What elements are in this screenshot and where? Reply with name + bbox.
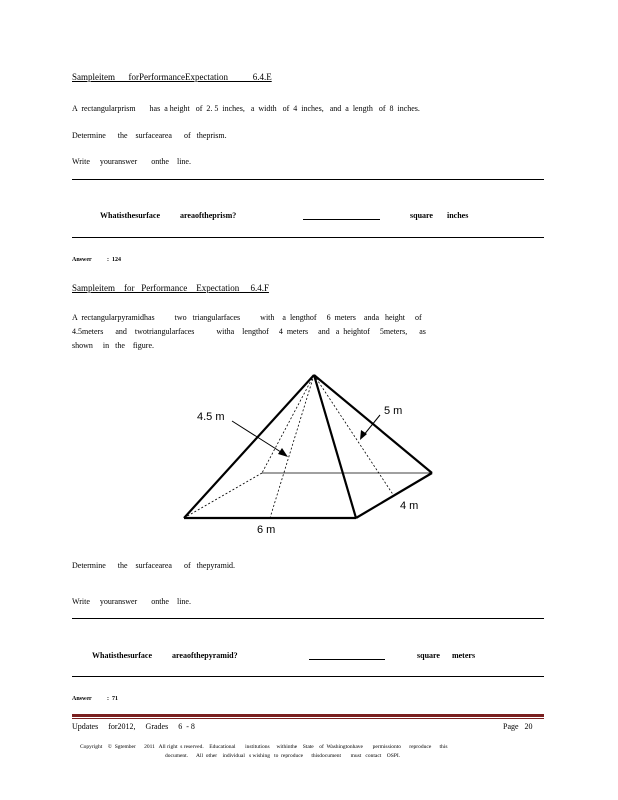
item1-determine-text: Determine the surfacearea of theprism.: [72, 131, 227, 140]
slant-height-right: [314, 375, 394, 496]
lateral-edge-front: [314, 375, 356, 518]
divider: [72, 179, 544, 180]
lateral-edge-right: [314, 375, 432, 473]
item1-answer-value: : 124: [107, 257, 121, 263]
item2-problem-line2: 4.5meters and twotriangularfaces witha lengthof 4 meters and a heightof 5meters, as: [72, 327, 426, 336]
divider: [72, 237, 544, 238]
arrowhead-5m: [360, 430, 367, 440]
divider: [72, 618, 544, 619]
footer-rule-thick: [72, 714, 544, 717]
item2-answer-label: Answer: [72, 696, 92, 702]
item1-question: Whatisthesurface areaoftheprism?: [100, 211, 237, 220]
footer-copyright-line2: document. All other individual s wishing to reproduce thisdocument must contact OSPI.: [165, 753, 401, 759]
label-base-length: 6 m: [257, 524, 276, 536]
item2-write-text: Write youranswer onthe line.: [72, 597, 191, 606]
arrowhead-4-5m: [278, 448, 288, 457]
label-slant-left: 4.5 m: [197, 411, 225, 423]
item2-answer-value: : 71: [107, 696, 118, 702]
label-slant-right: 5 m: [384, 405, 403, 417]
base-right-edge: [356, 473, 432, 518]
item1-problem-text: A rectangularprism has a height of 2. 5 inches, a width of 4 inches, and a length of 8 inches.: [72, 104, 420, 113]
item2-unit: square meters: [417, 651, 476, 660]
item1-unit: square inches: [410, 211, 469, 220]
item1-answer-line[interactable]: [303, 219, 380, 220]
item1-write-text: Write youranswer onthe line.: [72, 157, 191, 166]
arrow-5m: [363, 415, 380, 436]
item2-problem-line1: A rectangularpyramidhas two triangularfaces with a lengthof 6 meters anda height of: [72, 313, 422, 322]
lateral-edge-left: [184, 375, 314, 518]
footer-copyright-line1: Copyright © Sgtember 2011 All right s reserved. Educational institutions withinthe State of Washingtonhave permissionto reproduce this: [80, 744, 448, 750]
footer-page-number: Page 20: [503, 722, 533, 731]
base-left-hidden-edge: [184, 473, 262, 518]
footer-left: Updates for2012, Grades 6 - 8: [72, 722, 195, 731]
item2-heading: Sampleitem for Performance Expectation 6.4.F: [72, 283, 269, 293]
slant-height-front: [270, 375, 314, 518]
item1-heading: Sampleitem forPerformanceExpectation 6.4.E: [72, 72, 272, 82]
footer-rule-thin: [72, 718, 544, 719]
lateral-edge-back-hidden: [262, 375, 314, 473]
item1-answer-label: Answer: [72, 257, 92, 263]
item2-answer-line[interactable]: [309, 659, 385, 660]
item2-question: Whatisthesurface areaofthepyramid?: [92, 651, 238, 660]
divider: [72, 676, 544, 677]
label-base-width: 4 m: [400, 500, 419, 512]
item2-determine-text: Determine the surfacearea of thepyramid.: [72, 561, 236, 570]
arrow-4-5m: [232, 421, 284, 454]
item2-problem-line3: shown in the figure.: [72, 341, 154, 350]
